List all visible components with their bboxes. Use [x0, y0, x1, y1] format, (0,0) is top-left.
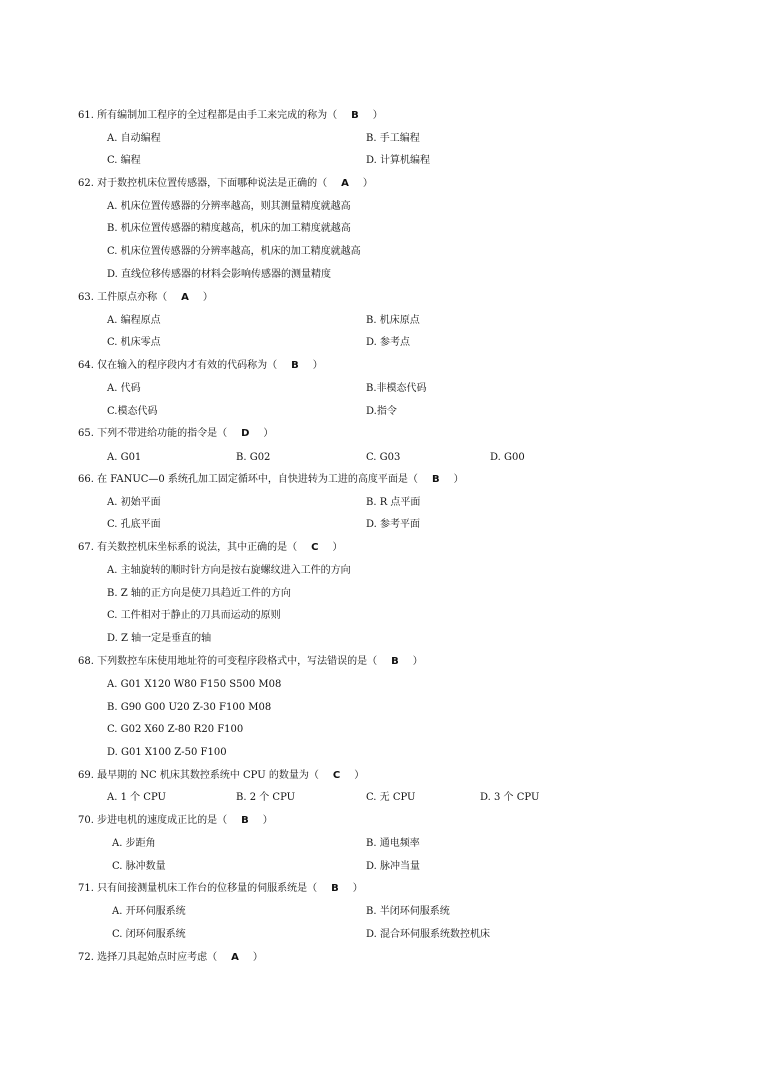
option-b: B. 机床位置传感器的精度越高，机床的加工精度就越高: [107, 223, 351, 234]
question-close: ）: [252, 952, 263, 963]
question-close: ）: [354, 770, 365, 781]
option-c: C. 机床位置传感器的分辨率越高，机床的加工精度就越高: [107, 246, 361, 257]
option-d: D.指令: [366, 406, 397, 417]
question-62: [78, 177, 373, 191]
option-b: B. 通电频率: [366, 838, 420, 849]
question-text: 下列不带进给功能的指令是（: [97, 428, 228, 439]
option-d: D. 混合环伺服系统数控机床: [366, 929, 491, 940]
question-number: 66.: [78, 474, 94, 485]
question-close: ）: [262, 815, 273, 826]
question-close: ）: [352, 883, 363, 894]
option-c: C. G02 X60 Z-80 R20 F100: [107, 724, 244, 735]
option-a: A. 代码: [107, 383, 141, 394]
option-b: B. R 点平面: [366, 497, 421, 508]
question-number: 64.: [78, 360, 94, 371]
option-d: D. 参考点: [366, 337, 411, 348]
answer-mark: C: [311, 542, 319, 553]
answer-mark: B: [291, 360, 299, 371]
question-64: [78, 359, 323, 373]
question-72: [78, 951, 263, 965]
option-c: C. 孔底平面: [107, 519, 161, 530]
option-c: C. 编程: [107, 155, 141, 166]
option-d: D. 计算机编程: [366, 155, 431, 166]
option-c: C. 无 CPU: [366, 792, 416, 803]
option-a: A. 初始平面: [107, 497, 161, 508]
option-c: C. G03: [366, 452, 401, 463]
question-number: 63.: [78, 292, 94, 303]
option-c: C. 机床零点: [107, 337, 161, 348]
option-a: A. 机床位置传感器的分辨率越高，则其测量精度就越高: [107, 201, 351, 212]
question-close: ）: [412, 656, 423, 667]
answer-mark: B: [351, 110, 359, 121]
answer-mark: B: [431, 474, 440, 485]
option-a: A. G01 X120 W80 F150 S500 M08: [107, 679, 282, 690]
question-number: 65.: [78, 428, 94, 439]
question-text: 在 FANUC—0 系统孔加工固定循环中，自快进转为工进的高度平面是（: [97, 474, 418, 485]
question-text: 仅在输入的程序段内才有效的代码称为（: [97, 360, 278, 371]
option-a: A. 1 个 CPU: [107, 792, 166, 803]
question-65: [78, 427, 273, 441]
option-a: A. 自动编程: [107, 133, 161, 144]
question-text: 选择刀具起始点时应考虑（: [97, 952, 218, 963]
question-71: [78, 882, 363, 896]
question-text: 工件原点亦称（: [97, 292, 168, 303]
option-a: A. 开环伺服系统: [112, 906, 186, 917]
question-text: 下列数控车床使用地址符的可变程序段格式中，写法错误的是（: [97, 656, 378, 667]
option-d: D. 脉冲当量: [366, 861, 421, 872]
answer-mark: B: [241, 815, 249, 826]
option-c: C. 工件相对于静止的刀具而运动的原则: [107, 610, 281, 621]
option-b: B. Z 轴的正方向是使刀具趋近工件的方向: [107, 588, 291, 599]
question-close: ）: [202, 292, 213, 303]
question-text: 有关数控机床坐标系的说法，其中正确的是（: [97, 542, 298, 553]
question-text: 对于数控机床位置传感器，下面哪种说法是正确的（: [97, 178, 328, 189]
question-number: 62.: [78, 178, 94, 189]
answer-mark: A: [181, 292, 189, 303]
question-66: [78, 473, 464, 487]
option-b: B. 机床原点: [366, 315, 420, 326]
option-a: A. G01: [107, 452, 142, 463]
option-b: B. 手工编程: [366, 133, 420, 144]
question-text: 步进电机的速度成正比的是（: [97, 815, 228, 826]
question-69: [78, 769, 364, 783]
answer-mark: C: [332, 770, 341, 781]
option-d: D. G00: [490, 452, 525, 463]
option-b: B. 2 个 CPU: [236, 792, 296, 803]
question-close: ）: [263, 428, 274, 439]
question-number: 70.: [78, 815, 94, 826]
question-close: ）: [312, 360, 323, 371]
question-close: ）: [372, 110, 383, 121]
answer-mark: B: [331, 883, 339, 894]
question-number: 69.: [78, 770, 94, 781]
option-a: A. 主轴旋转的顺时针方向是按右旋螺纹进入工件的方向: [107, 565, 351, 576]
question-text: 只有间接测量机床工作台的位移量的伺服系统是（: [97, 883, 318, 894]
question-number: 61.: [78, 110, 94, 121]
question-63: [78, 291, 213, 305]
option-c: C.模态代码: [107, 406, 158, 417]
question-text: 所有编制加工程序的全过程都是由手工来完成的称为（: [97, 110, 338, 121]
option-a: A. 步距角: [112, 838, 156, 849]
answer-mark: A: [231, 952, 239, 963]
option-d: D. 参考平面: [366, 519, 421, 530]
option-d: D. 直线位移传感器的材料会影响传感器的测量精度: [107, 269, 332, 280]
question-number: 72.: [78, 952, 94, 963]
question-close: ）: [362, 178, 373, 189]
question-61: [78, 109, 383, 123]
question-close: ）: [332, 542, 343, 553]
option-d: D. G01 X100 Z-50 F100: [107, 747, 227, 758]
answer-mark: B: [391, 656, 399, 667]
question-number: 68.: [78, 656, 94, 667]
question-number: 67.: [78, 542, 94, 553]
option-b: B. G90 G00 U20 Z-30 F100 M08: [107, 702, 272, 713]
option-b: B. 半闭环伺服系统: [366, 906, 450, 917]
question-number: 71.: [78, 883, 94, 894]
question-70: [78, 814, 273, 828]
option-a: A. 编程原点: [107, 315, 161, 326]
question-close: ）: [453, 474, 464, 485]
option-b: B.非模态代码: [366, 383, 427, 394]
question-68: [78, 655, 423, 669]
option-d: D. Z 轴一定是垂直的轴: [107, 633, 212, 644]
option-d: D. 3 个 CPU: [480, 792, 540, 803]
question-text: 最早期的 NC 机床其数控系统中 CPU 的数量为（: [97, 770, 319, 781]
question-67: [78, 541, 342, 555]
option-b: B. G02: [236, 452, 271, 463]
answer-mark: A: [341, 178, 349, 189]
answer-mark: D: [241, 428, 250, 439]
option-c: C. 脉冲数量: [112, 861, 166, 872]
option-c: C. 闭环伺服系统: [112, 929, 186, 940]
